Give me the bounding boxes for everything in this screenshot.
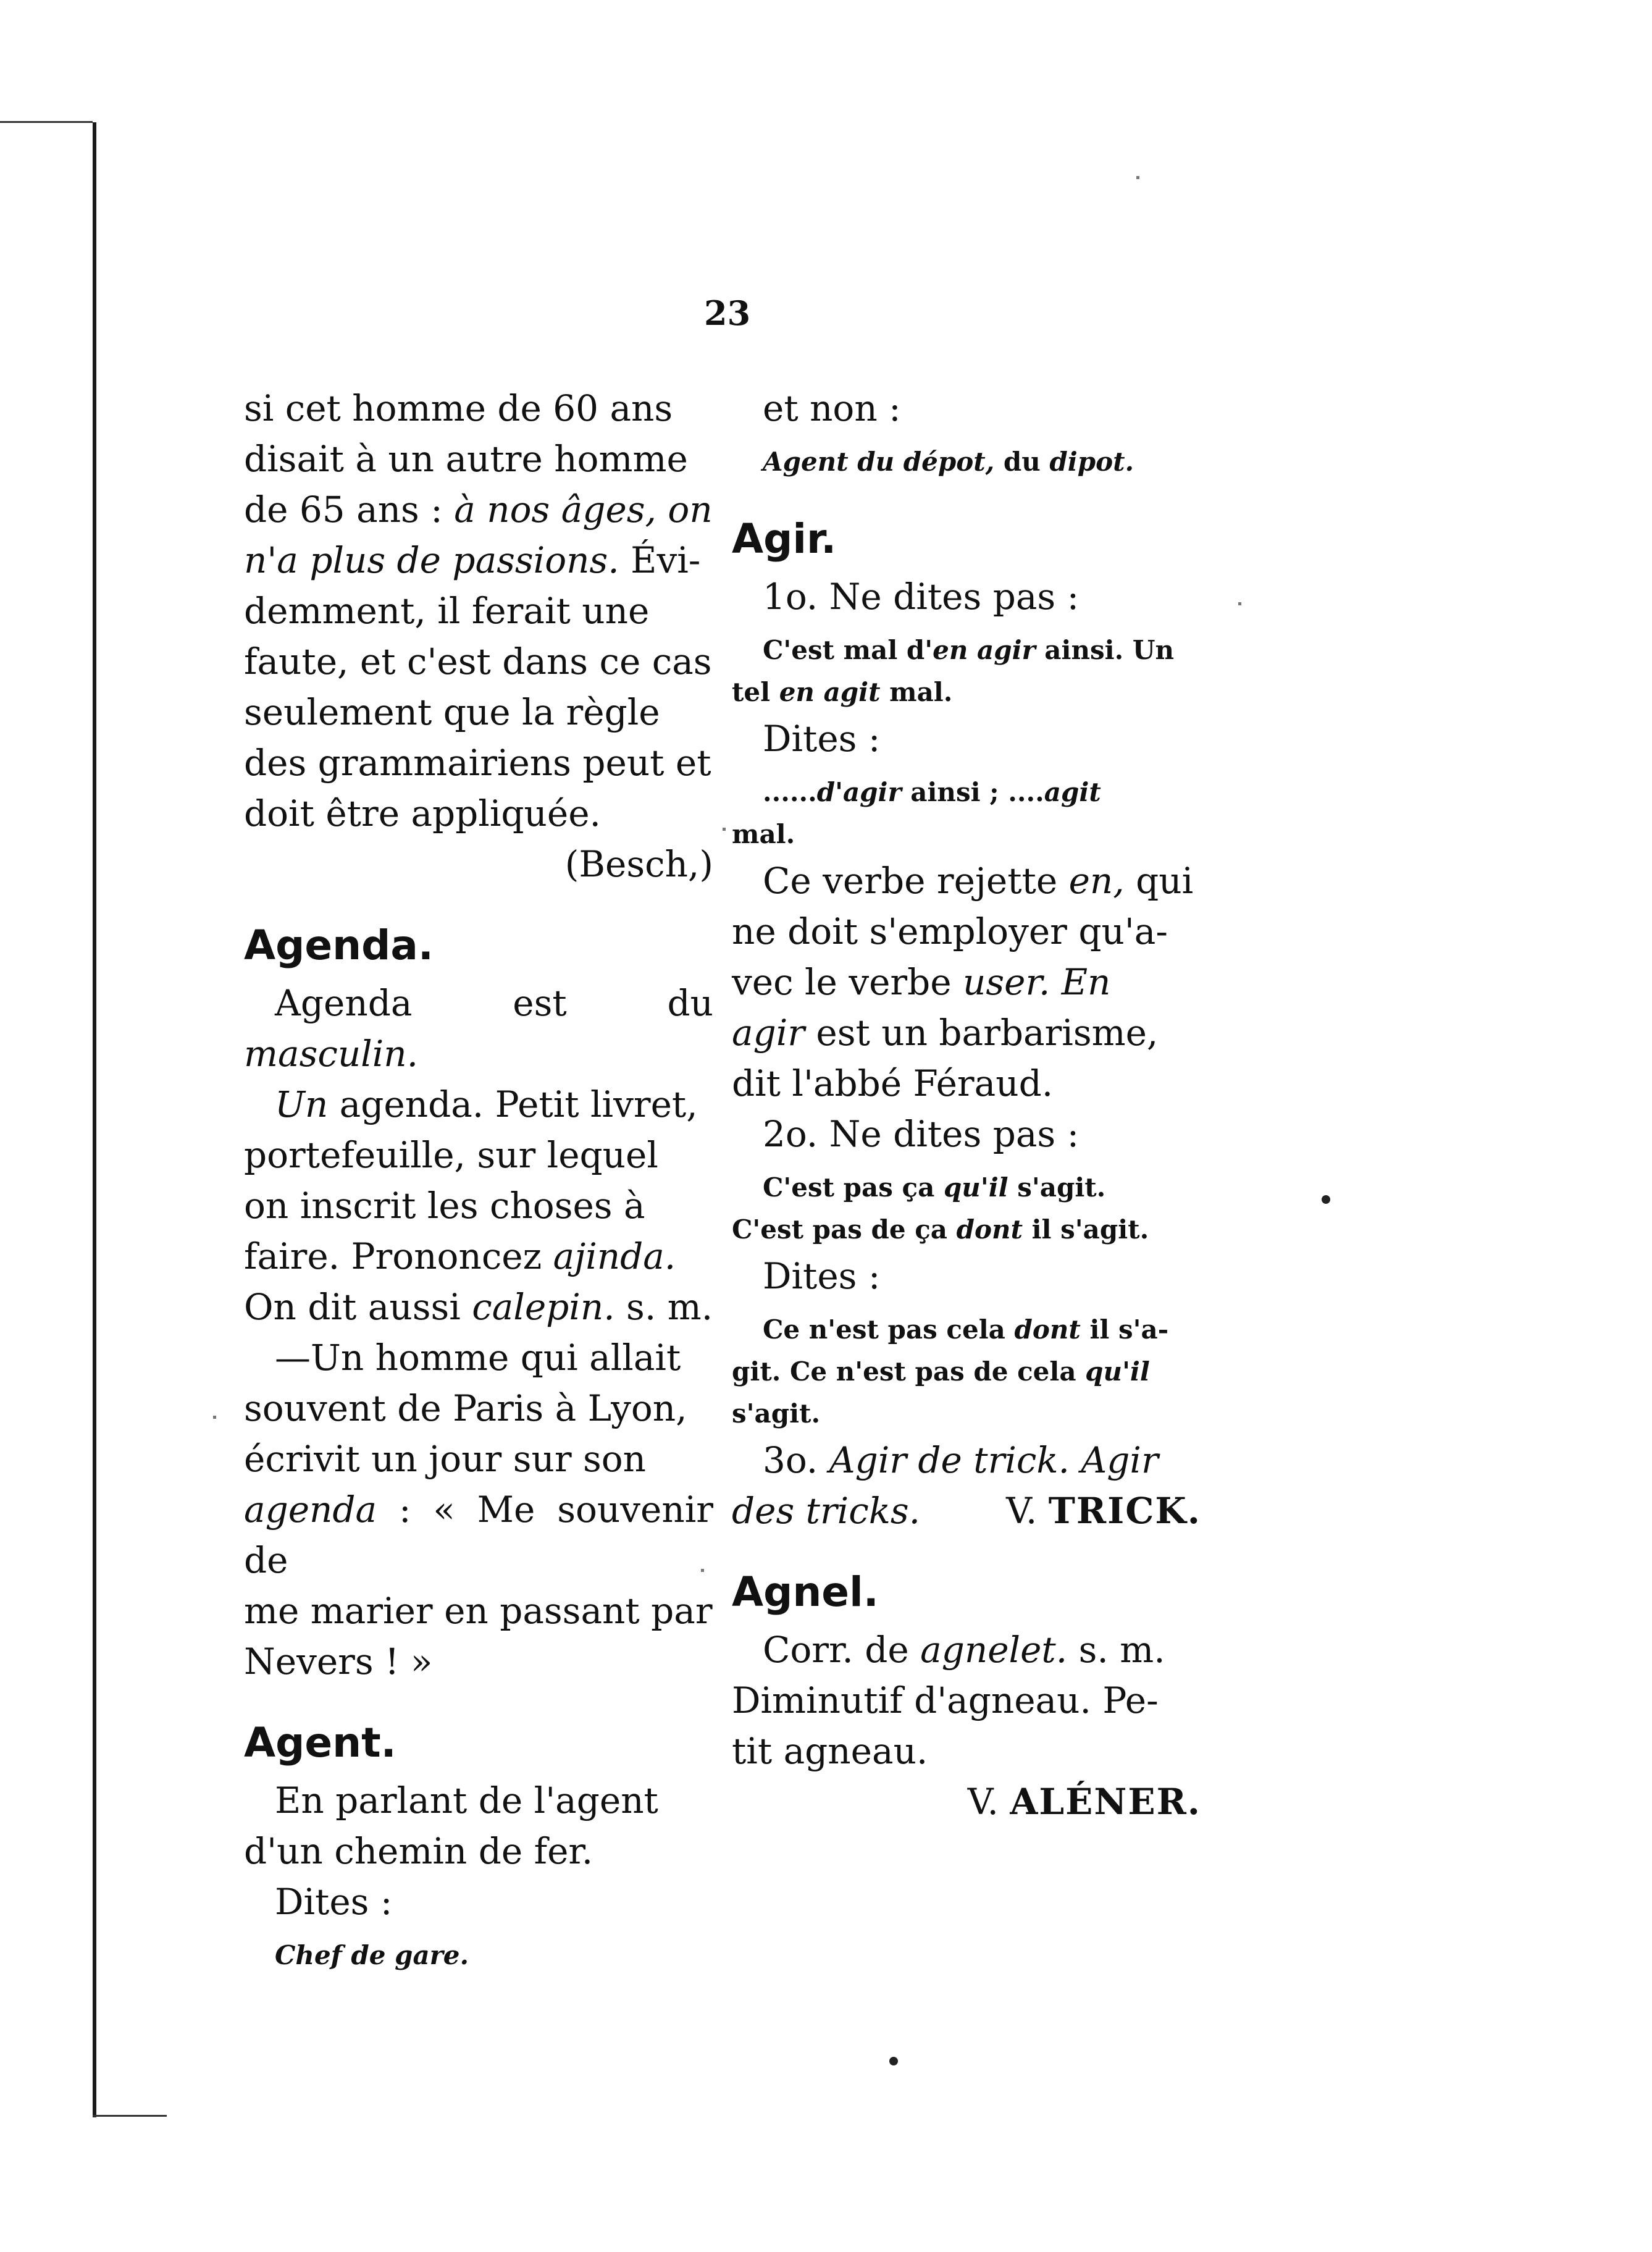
example-incorrect: C'est pas ça qu'il s'agit. C'est pas de ça dont il s'agit. xyxy=(732,1172,1149,1245)
scan-speck xyxy=(213,1416,216,1419)
entry-agir xyxy=(732,571,1201,1536)
text-line: portefeuille, sur lequel xyxy=(244,1134,658,1176)
text-line: dit l'abbé Féraud. xyxy=(732,1062,1054,1104)
text-line: n'a plus de passions. Évi- xyxy=(244,539,701,581)
entry-agent xyxy=(244,1775,713,1977)
text-line: faute, et c'est dans ce cas xyxy=(244,641,712,683)
text-line: et non : xyxy=(763,387,901,429)
text-line: Nevers ! » xyxy=(244,1641,433,1683)
text-line: Corr. de agnelet. s. m. xyxy=(763,1629,1165,1671)
text-line: Agenda est du masculin. xyxy=(244,982,713,1075)
text-line: Dites : xyxy=(275,1881,393,1923)
text-line: 3o. Agir de trick. Agir xyxy=(763,1439,1159,1481)
text-line: agenda : « Me souvenir de xyxy=(244,1489,713,1581)
text-line: En parlant de l'agent xyxy=(275,1779,658,1821)
example-incorrect: C'est mal d'en agir ainsi. Un tel en agit mal. xyxy=(732,635,1175,707)
text-line: souvent de Paris à Lyon, xyxy=(244,1387,687,1429)
right-column xyxy=(732,383,1201,1827)
text-line: écrivit un jour sur son xyxy=(244,1438,647,1480)
scan-margin-line-top xyxy=(0,121,93,123)
text-line: des grammairiens peut et xyxy=(244,742,711,784)
scan-speck xyxy=(701,1569,704,1572)
entry-agnel xyxy=(732,1624,1201,1827)
left-column xyxy=(244,383,713,1977)
entry-agent-continuation xyxy=(732,383,1201,483)
text-line: Un agenda. Petit livret, xyxy=(275,1083,698,1125)
scan-speck xyxy=(1238,602,1241,605)
text-line: faire. Prononcez ajinda. xyxy=(244,1235,676,1277)
entry-agenda xyxy=(244,978,713,1687)
headword-agent: Agent. xyxy=(244,1719,396,1767)
text-line: des tricks. V. TRICK. xyxy=(732,1490,1201,1532)
example-correct: Ce n'est pas cela dont il s'a- git. Ce n'est pas de cela qu'il s'agit. xyxy=(732,1314,1169,1429)
text-line: de 65 ans : à nos âges, on xyxy=(244,489,713,531)
text-line: on inscrit les choses à xyxy=(244,1185,645,1227)
scan-margin-line-left xyxy=(93,122,96,2117)
text-line: ne doit s'employer qu'a- xyxy=(732,910,1168,952)
text-line: Diminutif d'agneau. Pe- xyxy=(732,1679,1159,1721)
example-correct: ......d'agir ainsi ; ....agit mal. xyxy=(732,777,1101,849)
headword-agenda: Agenda. xyxy=(244,922,434,969)
text-line: doit être appliquée. xyxy=(244,792,601,834)
text-line: agir est un barbarisme, xyxy=(732,1012,1159,1054)
text-line: vec le verbe user. En xyxy=(732,961,1111,1003)
text-line: seulement que la règle xyxy=(244,691,660,733)
text-line: Dites : xyxy=(763,718,881,760)
text-line: Dites : xyxy=(763,1255,881,1297)
text-line: demment, il ferait une xyxy=(244,590,650,632)
text-line: On dit aussi calepin. s. m. xyxy=(244,1286,713,1328)
headword-agir: Agir. xyxy=(732,515,837,563)
text-line: me marier en passant par xyxy=(244,1590,713,1632)
scan-speck xyxy=(723,828,726,831)
page-number: 23 xyxy=(704,293,751,333)
text-line: si cet homme de 60 ans xyxy=(244,387,673,429)
cross-reference: V. ALÉNER. xyxy=(967,1781,1201,1823)
text-line: disait à un autre homme xyxy=(244,438,688,480)
text-line: 1o. Ne dites pas : xyxy=(763,576,1080,618)
continuation-paragraph xyxy=(244,383,713,889)
text-line: tit agneau. xyxy=(732,1730,928,1772)
scan-margin-line-bottom xyxy=(93,2115,167,2117)
text-line: Ce verbe rejette en, qui xyxy=(763,860,1194,902)
text-line: —Un homme qui allait xyxy=(275,1337,681,1379)
headword-agnel: Agnel. xyxy=(732,1568,879,1616)
source-citation: (Besch,) xyxy=(564,843,713,885)
example-correct: Chef de gare. xyxy=(275,1940,469,1970)
example-incorrect: Agent du dépot, du dipot. xyxy=(763,447,1134,477)
scan-speck xyxy=(889,2057,898,2065)
scan-speck xyxy=(1136,176,1139,179)
text-line: 2o. Ne dites pas : xyxy=(763,1113,1080,1155)
text-line: d'un chemin de fer. xyxy=(244,1830,593,1872)
scan-speck xyxy=(1322,1195,1330,1204)
